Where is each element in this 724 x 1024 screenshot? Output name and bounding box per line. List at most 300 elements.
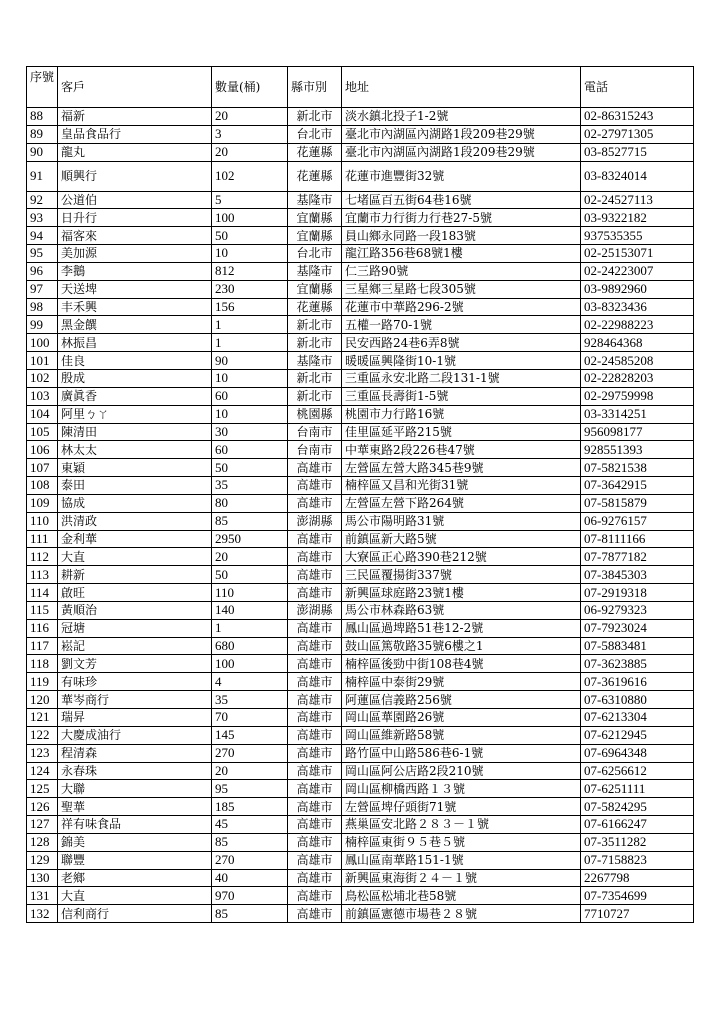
cell-phone: 07-6212945	[581, 726, 694, 744]
cell-phone: 02-24527113	[581, 191, 694, 209]
cell-address: 路竹區中山路586巷6-1號	[342, 744, 581, 762]
cell-county: 花蓮縣	[288, 161, 342, 191]
table-row	[27, 905, 694, 923]
cell-serial-number: 117	[27, 637, 58, 655]
cell-address: 花蓮市進豐街32號	[342, 161, 581, 191]
table-row	[27, 709, 694, 727]
cell-serial-number: 93	[27, 209, 58, 227]
table-row	[27, 601, 694, 619]
cell-serial-number: 122	[27, 726, 58, 744]
table-row	[27, 441, 694, 459]
cell-serial-number: 130	[27, 869, 58, 887]
cell-serial-number: 119	[27, 673, 58, 691]
cell-county: 高雄市	[288, 477, 342, 495]
cell-customer: 有味珍	[58, 673, 212, 691]
cell-customer: 龍丸	[58, 143, 212, 161]
table-row	[27, 494, 694, 512]
table-row	[27, 833, 694, 851]
cell-quantity: 10	[212, 369, 288, 387]
table-row	[27, 280, 694, 298]
cell-quantity: 85	[212, 512, 288, 530]
table-row	[27, 405, 694, 423]
cell-quantity: 185	[212, 798, 288, 816]
cell-serial-number: 118	[27, 655, 58, 673]
cell-phone: 07-3619616	[581, 673, 694, 691]
cell-customer: 佳良	[58, 352, 212, 370]
cell-county: 高雄市	[288, 619, 342, 637]
cell-phone: 02-29759998	[581, 387, 694, 405]
cell-quantity: 30	[212, 423, 288, 441]
cell-phone: 928551393	[581, 441, 694, 459]
cell-serial-number: 95	[27, 245, 58, 263]
table-row	[27, 125, 694, 143]
cell-customer: 華岑商行	[58, 691, 212, 709]
cell-county: 高雄市	[288, 869, 342, 887]
cell-county: 台南市	[288, 423, 342, 441]
table-row	[27, 459, 694, 477]
table-row	[27, 209, 694, 227]
cell-address: 中華東路2段226巷47號	[342, 441, 581, 459]
table-row	[27, 143, 694, 161]
table-row	[27, 387, 694, 405]
cell-address: 新興區東海街２４－１號	[342, 869, 581, 887]
cell-customer: 美加源	[58, 245, 212, 263]
cell-customer: 丰禾興	[58, 298, 212, 316]
table-row	[27, 161, 694, 191]
cell-quantity: 1	[212, 334, 288, 352]
cell-serial-number: 89	[27, 125, 58, 143]
cell-address: 鳥松區松埔北巷58號	[342, 887, 581, 905]
cell-phone: 03-9892960	[581, 280, 694, 298]
cell-county: 新北市	[288, 387, 342, 405]
cell-customer: 耕新	[58, 566, 212, 584]
cell-customer: 程清森	[58, 744, 212, 762]
cell-phone: 07-6213304	[581, 709, 694, 727]
cell-address: 宜蘭市力行街力行巷27-5號	[342, 209, 581, 227]
table-row	[27, 637, 694, 655]
cell-serial-number: 105	[27, 423, 58, 441]
cell-quantity: 85	[212, 905, 288, 923]
cell-address: 鼓山區篤敬路35號6樓之1	[342, 637, 581, 655]
table-row	[27, 869, 694, 887]
cell-county: 台南市	[288, 441, 342, 459]
cell-serial-number: 109	[27, 494, 58, 512]
cell-quantity: 270	[212, 744, 288, 762]
table-row	[27, 352, 694, 370]
cell-customer: 福客來	[58, 227, 212, 245]
cell-customer: 順興行	[58, 161, 212, 191]
table-row	[27, 887, 694, 905]
table-row	[27, 477, 694, 495]
cell-customer: 協成	[58, 494, 212, 512]
cell-serial-number: 101	[27, 352, 58, 370]
cell-serial-number: 125	[27, 780, 58, 798]
cell-quantity: 102	[212, 161, 288, 191]
cell-address: 新興區球庭路23號1樓	[342, 584, 581, 602]
cell-address: 三民區覆揚街337號	[342, 566, 581, 584]
cell-county: 高雄市	[288, 709, 342, 727]
cell-quantity: 3	[212, 125, 288, 143]
cell-county: 宜蘭縣	[288, 227, 342, 245]
cell-phone: 956098177	[581, 423, 694, 441]
cell-quantity: 35	[212, 477, 288, 495]
cell-county: 花蓮縣	[288, 143, 342, 161]
cell-county: 高雄市	[288, 905, 342, 923]
cell-serial-number: 94	[27, 227, 58, 245]
cell-serial-number: 123	[27, 744, 58, 762]
cell-phone: 03-9322182	[581, 209, 694, 227]
cell-customer: 啟旺	[58, 584, 212, 602]
table-row	[27, 548, 694, 566]
cell-county: 高雄市	[288, 548, 342, 566]
cell-serial-number: 121	[27, 709, 58, 727]
table-row	[27, 798, 694, 816]
cell-phone: 02-22828203	[581, 369, 694, 387]
cell-county: 高雄市	[288, 816, 342, 834]
cell-customer: 公道伯	[58, 191, 212, 209]
table-row	[27, 673, 694, 691]
cell-county: 基隆市	[288, 352, 342, 370]
cell-serial-number: 97	[27, 280, 58, 298]
table-row	[27, 691, 694, 709]
cell-quantity: 90	[212, 352, 288, 370]
cell-customer: 黃順治	[58, 601, 212, 619]
table-row	[27, 530, 694, 548]
cell-customer: 金利華	[58, 530, 212, 548]
cell-quantity: 50	[212, 227, 288, 245]
cell-phone: 03-8527715	[581, 143, 694, 161]
cell-address: 馬公市陽明路31號	[342, 512, 581, 530]
cell-quantity: 35	[212, 691, 288, 709]
cell-serial-number: 126	[27, 798, 58, 816]
cell-address: 三星鄉三星路七段305號	[342, 280, 581, 298]
cell-address: 岡山區柳橋西路１３號	[342, 780, 581, 798]
cell-quantity: 270	[212, 851, 288, 869]
cell-phone: 02-22988223	[581, 316, 694, 334]
cell-quantity: 20	[212, 143, 288, 161]
cell-address: 仁三路90號	[342, 262, 581, 280]
cell-address: 佳里區延平路215號	[342, 423, 581, 441]
cell-customer: 福新	[58, 108, 212, 126]
cell-county: 新北市	[288, 316, 342, 334]
cell-serial-number: 104	[27, 405, 58, 423]
table-row	[27, 245, 694, 263]
cell-phone: 07-5821538	[581, 459, 694, 477]
cell-address: 桃園市力行路16號	[342, 405, 581, 423]
cell-serial-number: 132	[27, 905, 58, 923]
table-row	[27, 334, 694, 352]
cell-address: 左營區左營大路345巷9號	[342, 459, 581, 477]
cell-quantity: 60	[212, 441, 288, 459]
cell-serial-number: 113	[27, 566, 58, 584]
cell-county: 高雄市	[288, 798, 342, 816]
cell-county: 花蓮縣	[288, 298, 342, 316]
table-row	[27, 851, 694, 869]
cell-serial-number: 108	[27, 477, 58, 495]
cell-county: 高雄市	[288, 459, 342, 477]
cell-customer: 陳清田	[58, 423, 212, 441]
cell-customer: 日升行	[58, 209, 212, 227]
cell-county: 高雄市	[288, 494, 342, 512]
cell-customer: 瑞昇	[58, 709, 212, 727]
cell-phone: 937535355	[581, 227, 694, 245]
cell-phone: 07-7877182	[581, 548, 694, 566]
table-row	[27, 512, 694, 530]
cell-phone: 02-25153071	[581, 245, 694, 263]
cell-serial-number: 103	[27, 387, 58, 405]
cell-quantity: 50	[212, 459, 288, 477]
cell-quantity: 40	[212, 869, 288, 887]
cell-quantity: 4	[212, 673, 288, 691]
cell-customer: 劉文芳	[58, 655, 212, 673]
cell-county: 高雄市	[288, 780, 342, 798]
cell-county: 高雄市	[288, 655, 342, 673]
cell-address: 暖暖區興隆街10-1號	[342, 352, 581, 370]
cell-address: 岡山區華園路26號	[342, 709, 581, 727]
cell-customer: 祥有味食品	[58, 816, 212, 834]
cell-quantity: 1	[212, 316, 288, 334]
cell-serial-number: 102	[27, 369, 58, 387]
cell-quantity: 10	[212, 245, 288, 263]
cell-address: 臺北市內湖區內湖路1段209巷29號	[342, 125, 581, 143]
cell-address: 員山鄉永同路一段183號	[342, 227, 581, 245]
cell-quantity: 2950	[212, 530, 288, 548]
cell-address: 燕巢區安北路２８３－１號	[342, 816, 581, 834]
cell-customer: 洪清政	[58, 512, 212, 530]
table-row	[27, 744, 694, 762]
customer-table	[26, 66, 694, 923]
header-serial-number: 序號	[27, 67, 58, 108]
cell-quantity: 50	[212, 566, 288, 584]
table-row	[27, 584, 694, 602]
cell-address: 左營區埤仔頭街71號	[342, 798, 581, 816]
cell-quantity: 95	[212, 780, 288, 798]
cell-address: 花蓮市中華路296-2號	[342, 298, 581, 316]
table-body	[27, 108, 694, 923]
cell-customer: 李鵝	[58, 262, 212, 280]
cell-address: 淡水鎮北投子1-2號	[342, 108, 581, 126]
cell-quantity: 100	[212, 209, 288, 227]
cell-serial-number: 116	[27, 619, 58, 637]
cell-county: 澎湖縣	[288, 512, 342, 530]
cell-serial-number: 127	[27, 816, 58, 834]
cell-serial-number: 96	[27, 262, 58, 280]
table-row	[27, 262, 694, 280]
cell-serial-number: 129	[27, 851, 58, 869]
cell-phone: 2267798	[581, 869, 694, 887]
cell-address: 五權一路70-1號	[342, 316, 581, 334]
cell-customer: 黑金饌	[58, 316, 212, 334]
cell-county: 高雄市	[288, 726, 342, 744]
cell-quantity: 20	[212, 108, 288, 126]
cell-phone: 06-9279323	[581, 601, 694, 619]
cell-phone: 928464368	[581, 334, 694, 352]
cell-address: 七堵區百五街64巷16號	[342, 191, 581, 209]
table-row	[27, 726, 694, 744]
cell-county: 宜蘭縣	[288, 209, 342, 227]
table-row	[27, 816, 694, 834]
cell-serial-number: 90	[27, 143, 58, 161]
cell-customer: 廣眞香	[58, 387, 212, 405]
header-phone: 電話	[581, 67, 694, 108]
cell-phone: 06-9276157	[581, 512, 694, 530]
header-county: 縣市別	[288, 67, 342, 108]
cell-quantity: 10	[212, 405, 288, 423]
cell-quantity: 140	[212, 601, 288, 619]
cell-county: 高雄市	[288, 566, 342, 584]
cell-phone: 07-3623885	[581, 655, 694, 673]
cell-county: 高雄市	[288, 887, 342, 905]
cell-address: 龍江路356巷68號1樓	[342, 245, 581, 263]
cell-serial-number: 91	[27, 161, 58, 191]
cell-phone: 07-6256612	[581, 762, 694, 780]
cell-county: 台北市	[288, 125, 342, 143]
cell-phone: 02-86315243	[581, 108, 694, 126]
cell-quantity: 5	[212, 191, 288, 209]
table-row	[27, 423, 694, 441]
table-row	[27, 108, 694, 126]
cell-customer: 東穎	[58, 459, 212, 477]
table-row	[27, 316, 694, 334]
table-row	[27, 227, 694, 245]
cell-serial-number: 88	[27, 108, 58, 126]
cell-customer: 錦美	[58, 833, 212, 851]
cell-county: 高雄市	[288, 584, 342, 602]
cell-address: 左營區左營下路264號	[342, 494, 581, 512]
cell-county: 桃園縣	[288, 405, 342, 423]
cell-county: 高雄市	[288, 691, 342, 709]
cell-county: 基隆市	[288, 191, 342, 209]
cell-serial-number: 98	[27, 298, 58, 316]
cell-serial-number: 114	[27, 584, 58, 602]
cell-address: 前鎮區新大路5號	[342, 530, 581, 548]
cell-customer: 冠塘	[58, 619, 212, 637]
cell-serial-number: 112	[27, 548, 58, 566]
cell-customer: 泰田	[58, 477, 212, 495]
table-row	[27, 780, 694, 798]
cell-address: 三重區永安北路二段131-1號	[342, 369, 581, 387]
cell-serial-number: 100	[27, 334, 58, 352]
cell-county: 新北市	[288, 334, 342, 352]
cell-customer: 皇品食品行	[58, 125, 212, 143]
cell-quantity: 110	[212, 584, 288, 602]
cell-phone: 07-2919318	[581, 584, 694, 602]
table-row	[27, 762, 694, 780]
cell-customer: 永春珠	[58, 762, 212, 780]
cell-quantity: 1	[212, 619, 288, 637]
cell-address: 前鎮區憲德市場巷２８號	[342, 905, 581, 923]
cell-phone: 07-8111166	[581, 530, 694, 548]
cell-phone: 02-24223007	[581, 262, 694, 280]
cell-county: 高雄市	[288, 673, 342, 691]
cell-phone: 07-6964348	[581, 744, 694, 762]
cell-phone: 07-7354699	[581, 887, 694, 905]
cell-quantity: 230	[212, 280, 288, 298]
cell-county: 高雄市	[288, 530, 342, 548]
table-row	[27, 369, 694, 387]
cell-phone: 07-6166247	[581, 816, 694, 834]
cell-quantity: 70	[212, 709, 288, 727]
cell-address: 楠梓區中泰街29號	[342, 673, 581, 691]
cell-customer: 大慶成油行	[58, 726, 212, 744]
cell-phone: 07-7158823	[581, 851, 694, 869]
cell-county: 新北市	[288, 369, 342, 387]
cell-quantity: 45	[212, 816, 288, 834]
table-row	[27, 619, 694, 637]
header-quantity: 數量(桶)	[212, 67, 288, 108]
cell-serial-number: 107	[27, 459, 58, 477]
cell-address: 臺北市內湖區內湖路1段209巷29號	[342, 143, 581, 161]
cell-county: 澎湖縣	[288, 601, 342, 619]
cell-customer: 老鄉	[58, 869, 212, 887]
table-row	[27, 566, 694, 584]
cell-phone: 07-6251111	[581, 780, 694, 798]
cell-customer: 殷成	[58, 369, 212, 387]
cell-phone: 03-3314251	[581, 405, 694, 423]
cell-serial-number: 106	[27, 441, 58, 459]
cell-customer: 聯豐	[58, 851, 212, 869]
cell-county: 基隆市	[288, 262, 342, 280]
cell-phone: 07-3845303	[581, 566, 694, 584]
cell-phone: 03-8324014	[581, 161, 694, 191]
cell-quantity: 60	[212, 387, 288, 405]
cell-county: 高雄市	[288, 744, 342, 762]
cell-address: 三重區長壽街1-5號	[342, 387, 581, 405]
cell-address: 馬公市林森路63號	[342, 601, 581, 619]
cell-quantity: 20	[212, 762, 288, 780]
cell-customer: 天送埤	[58, 280, 212, 298]
cell-serial-number: 99	[27, 316, 58, 334]
cell-serial-number: 124	[27, 762, 58, 780]
cell-address: 鳳山區過埤路51巷12-2號	[342, 619, 581, 637]
cell-county: 高雄市	[288, 762, 342, 780]
cell-serial-number: 131	[27, 887, 58, 905]
cell-county: 高雄市	[288, 637, 342, 655]
cell-address: 楠梓區東街９５巷５號	[342, 833, 581, 851]
cell-customer: 大聯	[58, 780, 212, 798]
cell-address: 楠梓區後勁中街108巷4號	[342, 655, 581, 673]
cell-address: 阿蓮區信義路256號	[342, 691, 581, 709]
cell-customer: 聖華	[58, 798, 212, 816]
cell-serial-number: 110	[27, 512, 58, 530]
cell-phone: 02-24585208	[581, 352, 694, 370]
cell-customer: 林振昌	[58, 334, 212, 352]
cell-quantity: 85	[212, 833, 288, 851]
cell-customer: 大直	[58, 887, 212, 905]
cell-phone: 02-27971305	[581, 125, 694, 143]
cell-customer: 阿里ㄅㄚ	[58, 405, 212, 423]
cell-quantity: 812	[212, 262, 288, 280]
header-address: 地址	[342, 67, 581, 108]
cell-customer: 大直	[58, 548, 212, 566]
header-row	[27, 67, 694, 108]
cell-phone: 07-6310880	[581, 691, 694, 709]
cell-serial-number: 92	[27, 191, 58, 209]
cell-serial-number: 115	[27, 601, 58, 619]
cell-quantity: 145	[212, 726, 288, 744]
cell-quantity: 100	[212, 655, 288, 673]
cell-county: 新北市	[288, 108, 342, 126]
cell-phone: 07-5883481	[581, 637, 694, 655]
cell-serial-number: 120	[27, 691, 58, 709]
cell-customer: 林太太	[58, 441, 212, 459]
cell-quantity: 680	[212, 637, 288, 655]
cell-serial-number: 111	[27, 530, 58, 548]
cell-county: 台北市	[288, 245, 342, 263]
cell-quantity: 20	[212, 548, 288, 566]
cell-address: 鳳山區南華路151-1號	[342, 851, 581, 869]
cell-quantity: 156	[212, 298, 288, 316]
